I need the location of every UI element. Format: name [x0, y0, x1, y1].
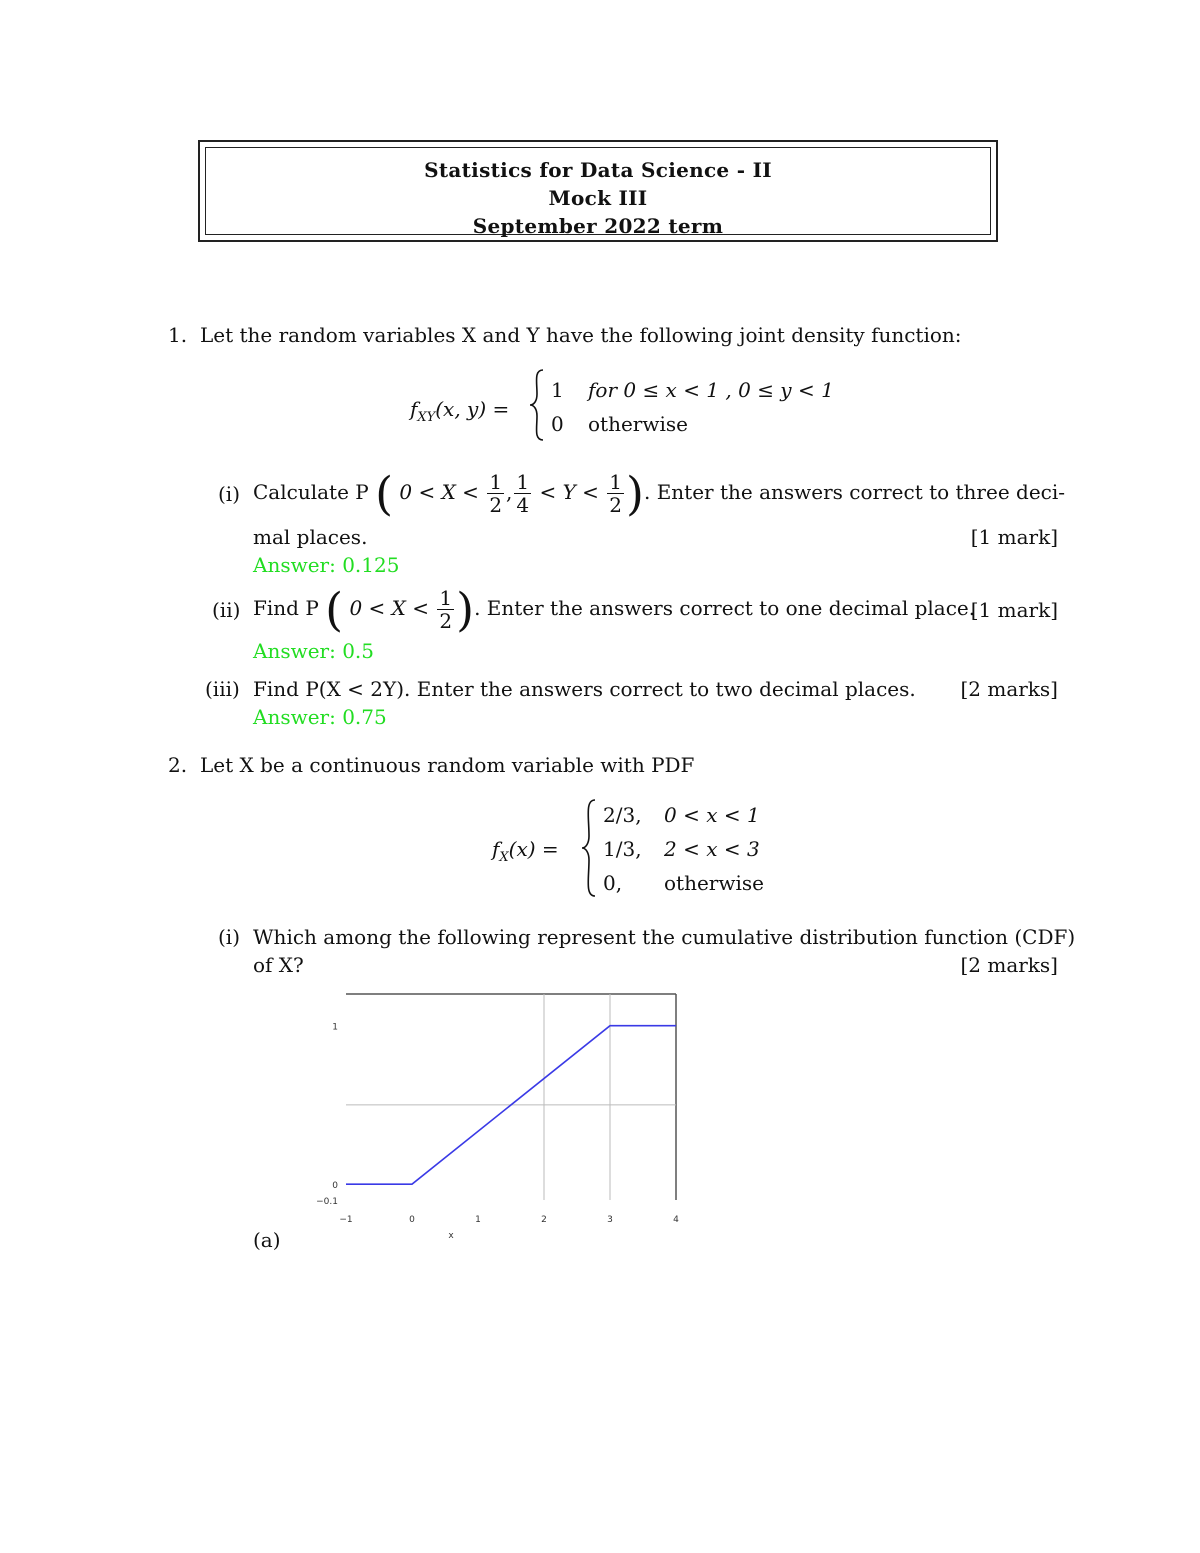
- open-paren: (: [325, 582, 344, 637]
- q1-part-i-label: (i): [218, 482, 241, 506]
- q1-left-brace: [528, 368, 546, 442]
- close-paren: ): [626, 466, 644, 521]
- q1-part-iii-marks: [2 marks]: [960, 677, 1058, 701]
- close-paren: ): [456, 582, 475, 637]
- q1-part-i-line2: mal places.: [253, 525, 368, 549]
- q1-part-ii-marks: [1 mark]: [970, 598, 1058, 622]
- fraction: $\frac{1}{2}$: [439, 586, 453, 633]
- q2-case1-value: 2/3,: [603, 803, 642, 827]
- title-box: [198, 140, 998, 242]
- q2-number: 2.: [168, 753, 188, 777]
- q2-case2-condition: 2 < x < 3: [664, 837, 760, 861]
- q2-intro: Let X be a continuous random variable with PDF: [200, 753, 695, 777]
- q1-part-iii-question: Find P(X < 2Y). Enter the answers correct to two decimal places.: [253, 677, 916, 701]
- q2-case3-condition: otherwise: [664, 871, 764, 895]
- q1-case2-value: 0: [551, 412, 564, 436]
- q2-part-i-label: (i): [218, 925, 241, 949]
- q1-part-i-answer: Answer: 0.125: [253, 553, 400, 577]
- q2-part-i-line1: Which among the following represent the cumulative distribution function (CDF): [253, 925, 1076, 949]
- fraction: $\frac{1}{2}$: [609, 470, 623, 517]
- q2-pdf-lhs: $f_X(x)$ =: [492, 837, 559, 865]
- q1-case2-condition: otherwise: [588, 412, 688, 436]
- q1-part-ii-answer: Answer: 0.5: [253, 639, 375, 663]
- x-tick-label: 4: [673, 1215, 679, 1225]
- q1-density-lhs: $f_{XY}(x$, y) =: [410, 397, 510, 425]
- q1-case1-condition: for 0 ≤ x < 1 , 0 ≤ y < 1: [588, 378, 834, 402]
- q1-part-i-question: Calculate P ( 0 < X < $\frac{1}{2}$ , $\frac{1}{4}$ < Y < $\frac{1}{2}$ ). Enter the answers correct to three deci-: [253, 466, 1066, 521]
- exam-term: September 2022 term: [472, 214, 724, 238]
- x-tick-label: 1: [475, 1215, 481, 1225]
- q2-part-i-marks: [2 marks]: [960, 953, 1058, 977]
- q2-case3-value: 0,: [603, 871, 623, 895]
- cdf-chart: [290, 990, 690, 1250]
- fraction: $\frac{1}{4}$: [516, 470, 530, 517]
- course-title: Statistics for Data Science - II: [424, 158, 772, 182]
- q1-part-ii-label: (ii): [212, 598, 241, 622]
- y-tick-label: 0: [332, 1181, 338, 1192]
- q1-number: 1.: [168, 323, 188, 347]
- x-axis-label: x: [448, 1231, 454, 1241]
- x-tick-label: 3: [607, 1215, 613, 1225]
- fraction: $\frac{1}{2}$: [489, 470, 503, 517]
- x-tick-label: 2: [541, 1215, 547, 1225]
- q1-part-iii-label: (iii): [205, 677, 240, 701]
- q2-case1-condition: 0 < x < 1: [664, 803, 760, 827]
- title-inner-border: [205, 147, 991, 238]
- x-tick-label: 0: [409, 1215, 415, 1225]
- option-a-label: (a): [253, 1228, 281, 1252]
- q2-part-i-line2: of X?: [253, 953, 304, 977]
- open-paren: (: [375, 466, 394, 521]
- q1-intro: Let the random variables X and Y have the following joint density function:: [200, 323, 962, 347]
- y-tick-label: −0.1: [316, 1197, 338, 1207]
- q1-part-ii-question: Find P ( 0 < X < $\frac{1}{2}$ ). Enter the answers correct to one decimal place.: [253, 582, 976, 637]
- exam-name: Mock III: [548, 186, 648, 210]
- y-tick-label: 1: [332, 1022, 338, 1033]
- q1-part-iii-answer: Answer: 0.75: [253, 705, 387, 729]
- x-tick-label: −1: [339, 1215, 353, 1225]
- q1-case1-value: 1: [551, 378, 564, 402]
- q2-left-brace: [580, 798, 598, 898]
- q1-part-i-marks: [1 mark]: [970, 525, 1058, 549]
- q2-case2-value: 1/3,: [603, 837, 642, 861]
